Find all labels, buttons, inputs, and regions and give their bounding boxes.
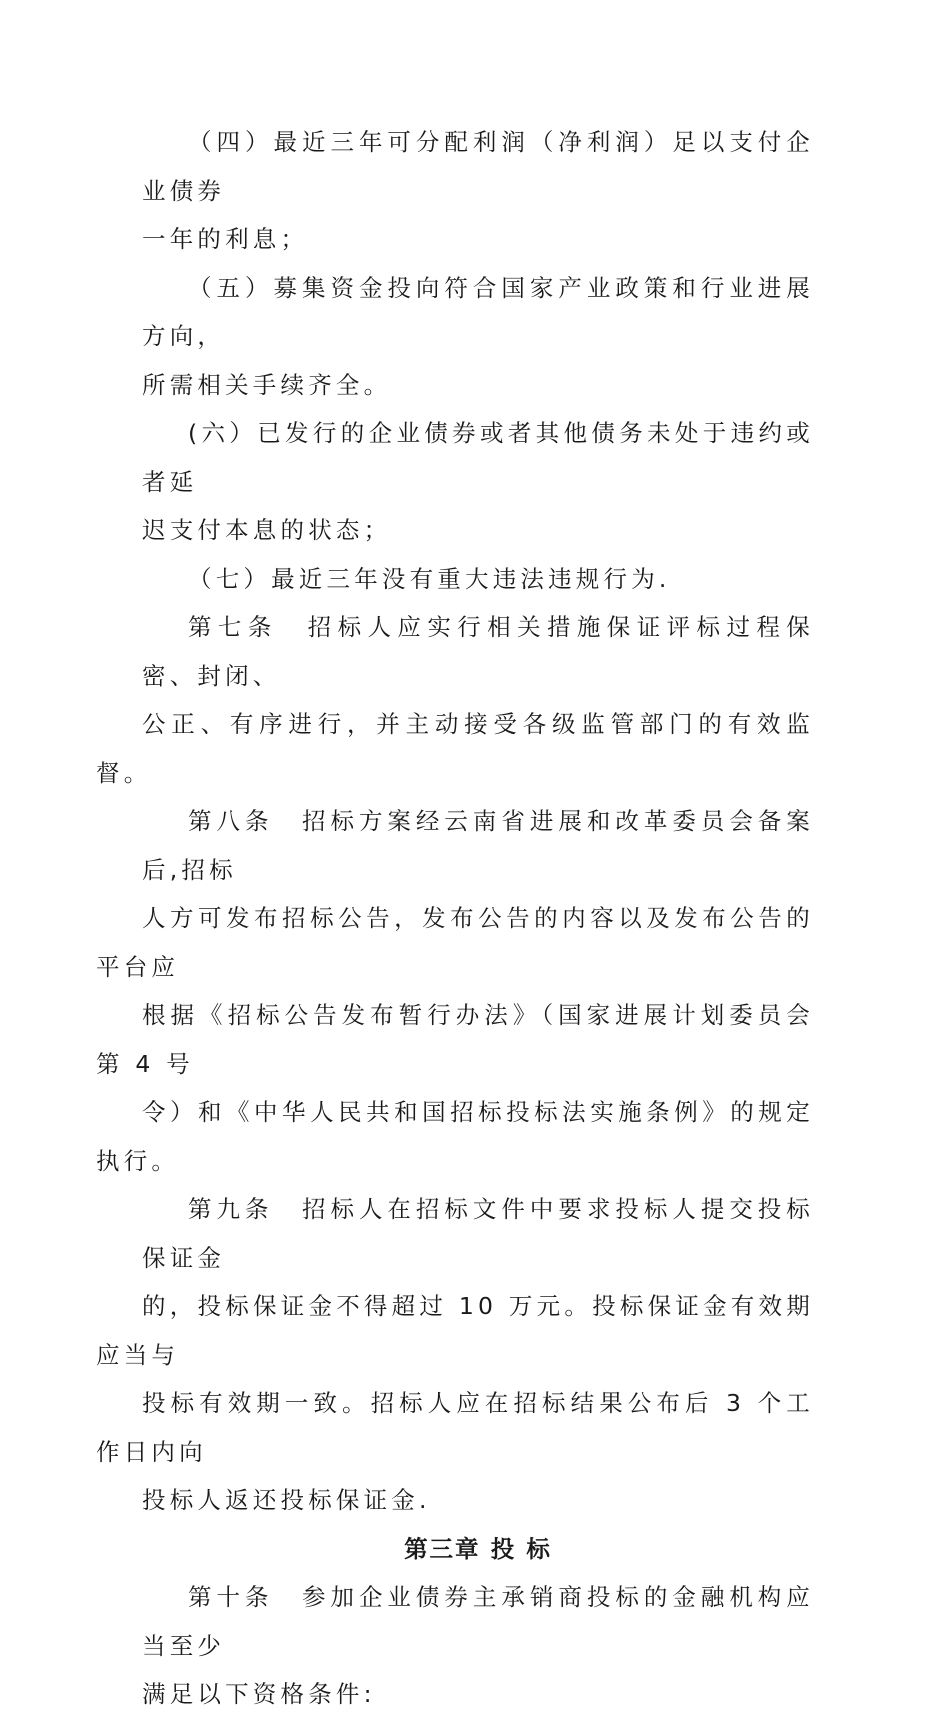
- text-line: （四）最近三年可分配利润（净利润）足以支付企业债券: [142, 128, 814, 205]
- text-line: 公正、有序进行，并主动接受各级监管部门的有效监督。: [96, 710, 814, 787]
- article-eight: [96, 797, 814, 1185]
- text-line: 迟支付本息的状态；: [142, 516, 392, 544]
- text-line: 投标有效期一致。招标人应在招标结果公布后 3 个工作日内向: [96, 1389, 814, 1466]
- paragraph-six: [142, 409, 814, 555]
- paragraph-five: [142, 264, 814, 410]
- text-line: 的，投标保证金不得超过 10 万元。投标保证金有效期应当与: [96, 1292, 814, 1369]
- text-line: 所需相关手续齐全。: [142, 370, 392, 399]
- paragraph-four: [142, 118, 814, 264]
- article-nine: [96, 1185, 814, 1525]
- text-line: 投标人返还投标保证金.: [142, 1486, 431, 1514]
- text-line: 第十条 参加企业债券主承销商投标的金融机构应当至少: [142, 1583, 814, 1660]
- article-seven: [96, 603, 814, 797]
- text-line: 根据《招标公告发布暂行办法》（国家进展计划委员会第 4 号: [96, 1001, 814, 1078]
- chapter-heading: 第三章 投 标: [404, 1534, 552, 1563]
- text-line: （五）募集资金投向符合国家产业政策和行业进展方向，: [142, 273, 814, 350]
- text-line: 第七条 招标人应实行相关措施保证评标过程保密、封闭、: [142, 613, 814, 690]
- text-line: 第八条 招标方案经云南省进展和改革委员会备案后,招标: [142, 807, 814, 884]
- text-line: （七）最近三年没有重大违法违规行为.: [188, 564, 671, 593]
- text-line: (六）已发行的企业债券或者其他债务未处于违约或者延: [142, 419, 814, 496]
- text-line: 满足以下资格条件:: [142, 1680, 376, 1708]
- paragraph-seven: [142, 555, 814, 604]
- text-line: 一年的利息；: [142, 225, 309, 253]
- text-line: 第九条 招标人在招标文件中要求投标人提交投标保证金: [142, 1195, 814, 1272]
- text-line: 人方可发布招标公告，发布公告的内容以及发布公告的平台应: [96, 904, 814, 981]
- text-line: 令）和《中华人民共和国招标投标法实施条例》的规定执行。: [96, 1098, 814, 1175]
- article-ten: [142, 1573, 814, 1719]
- document-page: [96, 118, 814, 1719]
